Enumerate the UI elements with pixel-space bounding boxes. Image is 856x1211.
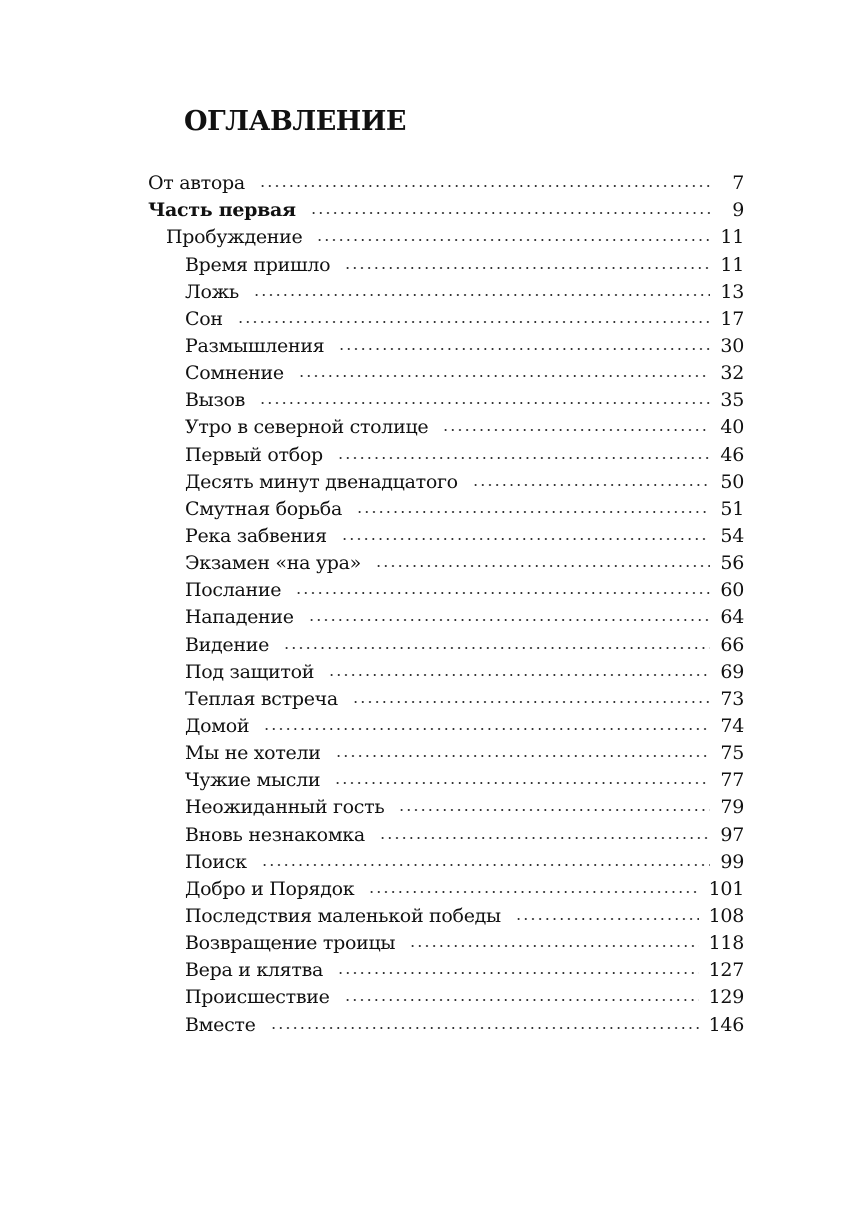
- toc-entry: [148, 685, 744, 712]
- toc-entry: [148, 305, 744, 332]
- toc-entry: [148, 196, 744, 223]
- toc-entry-page-number: 35: [720, 389, 744, 412]
- toc-entry-title: Домой: [185, 714, 250, 737]
- toc-entry: [148, 793, 744, 820]
- table-of-contents: [148, 169, 744, 1038]
- toc-entry: [148, 386, 744, 413]
- toc-entry-title: Вместе: [185, 1013, 256, 1036]
- dot-leader: [379, 835, 710, 841]
- toc-entry-page-number: 66: [720, 633, 744, 656]
- toc-entry-title: Послание: [185, 579, 282, 602]
- toc-entry: [148, 549, 744, 576]
- toc-entry-page-number: 9: [732, 199, 744, 222]
- toc-entry-page-number: 30: [720, 334, 744, 357]
- toc-entry-page-number: 73: [720, 687, 744, 710]
- dot-leader: [283, 645, 710, 651]
- dot-leader: [515, 916, 699, 922]
- toc-entry-page-number: 97: [720, 823, 744, 846]
- toc-entry-title: Река забвения: [185, 524, 327, 547]
- toc-entry-title: Вера и клятва: [185, 959, 324, 982]
- toc-entry: [148, 468, 744, 495]
- toc-entry-title: Смутная борьба: [185, 497, 342, 520]
- toc-entry-title: Сомнение: [185, 362, 284, 385]
- dot-leader: [337, 970, 699, 976]
- dot-leader: [352, 699, 710, 705]
- dot-leader: [259, 183, 710, 189]
- dot-leader: [295, 590, 710, 596]
- toc-entry: [148, 875, 744, 902]
- toc-entry-page-number: 46: [720, 443, 744, 466]
- toc-entry-title: Пробуждение: [166, 226, 303, 249]
- dot-leader: [298, 373, 710, 379]
- toc-entry-page-number: 118: [708, 932, 744, 955]
- toc-entry: [148, 630, 744, 657]
- dot-leader: [344, 997, 699, 1003]
- toc-entry: [148, 413, 744, 440]
- toc-entry-title: Вызов: [185, 389, 246, 412]
- dot-leader: [334, 780, 710, 786]
- dot-leader: [335, 753, 710, 759]
- toc-entry-title: Десять минут двенадцатого: [185, 470, 458, 493]
- toc-entry-page-number: 101: [708, 877, 744, 900]
- dot-leader: [328, 672, 710, 678]
- toc-entry-page-number: 99: [720, 850, 744, 873]
- toc-entry-page-number: 108: [708, 904, 744, 927]
- toc-entry: [148, 712, 744, 739]
- dot-leader: [409, 943, 698, 949]
- toc-entry-page-number: 50: [720, 470, 744, 493]
- toc-entry: [148, 739, 744, 766]
- dot-leader: [253, 292, 710, 298]
- toc-entry-title: Происшествие: [185, 986, 330, 1009]
- toc-entry: [148, 929, 744, 956]
- dot-leader: [442, 427, 710, 433]
- dot-leader: [337, 455, 710, 461]
- toc-entry-title: Неожиданный гость: [185, 796, 385, 819]
- toc-entry: [148, 250, 744, 277]
- page-title: ОГЛАВЛЕНИЕ: [184, 106, 406, 137]
- toc-entry-title: Вновь незнакомка: [185, 823, 365, 846]
- toc-entry-page-number: 40: [720, 416, 744, 439]
- toc-entry: [148, 820, 744, 847]
- dot-leader: [310, 210, 710, 216]
- toc-entry: [148, 359, 744, 386]
- toc-entry-title: Последствия маленькой победы: [185, 904, 501, 927]
- dot-leader: [341, 536, 710, 542]
- toc-entry: [148, 1010, 744, 1037]
- dot-leader: [368, 889, 698, 895]
- toc-entry-title: Ложь: [185, 280, 239, 303]
- toc-entry-title: Часть первая: [148, 199, 296, 222]
- toc-entry-title: Теплая встреча: [185, 687, 338, 710]
- toc-entry: [148, 983, 744, 1010]
- toc-entry: [148, 603, 744, 630]
- toc-entry: [148, 169, 744, 196]
- toc-entry-title: Нападение: [185, 606, 294, 629]
- dot-leader: [308, 617, 710, 623]
- toc-entry: [148, 440, 744, 467]
- toc-entry-title: Сон: [185, 307, 223, 330]
- toc-entry-page-number: 69: [720, 660, 744, 683]
- dot-leader: [472, 482, 710, 488]
- dot-leader: [338, 346, 710, 352]
- toc-entry-title: Возвращение троицы: [185, 932, 396, 955]
- toc-entry: [148, 766, 744, 793]
- toc-entry-title: Добро и Порядок: [185, 877, 355, 900]
- toc-entry: [148, 956, 744, 983]
- dot-leader: [259, 400, 710, 406]
- dot-leader: [398, 807, 710, 813]
- toc-entry-page-number: 54: [720, 524, 744, 547]
- toc-entry-page-number: 74: [720, 714, 744, 737]
- dot-leader: [270, 1025, 699, 1031]
- toc-entry-title: Экзамен «на ура»: [185, 552, 361, 575]
- toc-entry-title: Мы не хотели: [185, 742, 321, 765]
- toc-entry: [148, 495, 744, 522]
- toc-entry-page-number: 77: [720, 769, 744, 792]
- toc-entry: [148, 576, 744, 603]
- toc-entry-title: От автора: [148, 172, 245, 195]
- toc-entry: [148, 522, 744, 549]
- toc-entry-title: Размышления: [185, 334, 325, 357]
- toc-entry-page-number: 60: [720, 579, 744, 602]
- toc-entry-title: Под защитой: [185, 660, 315, 683]
- toc-entry-page-number: 11: [720, 253, 744, 276]
- dot-leader: [261, 862, 710, 868]
- toc-entry: [148, 658, 744, 685]
- toc-entry-title: Видение: [185, 633, 270, 656]
- toc-entry-page-number: 7: [732, 172, 744, 195]
- toc-entry-page-number: 75: [720, 742, 744, 765]
- toc-entry-page-number: 51: [720, 497, 744, 520]
- toc-entry: [148, 278, 744, 305]
- toc-entry: [148, 223, 744, 250]
- toc-entry-page-number: 127: [708, 959, 744, 982]
- toc-entry-page-number: 146: [708, 1013, 744, 1036]
- toc-entry-page-number: 11: [720, 226, 744, 249]
- toc-entry-page-number: 79: [720, 796, 744, 819]
- toc-entry-title: Поиск: [185, 850, 247, 873]
- dot-leader: [344, 265, 710, 271]
- toc-entry-title: Время пришло: [185, 253, 331, 276]
- toc-entry-page-number: 64: [720, 606, 744, 629]
- toc-entry-page-number: 56: [720, 552, 744, 575]
- toc-entry-page-number: 32: [720, 362, 744, 385]
- dot-leader: [237, 319, 710, 325]
- toc-entry: [148, 332, 744, 359]
- dot-leader: [263, 726, 710, 732]
- toc-entry-page-number: 129: [708, 986, 744, 1009]
- toc-entry-title: Чужие мысли: [185, 769, 321, 792]
- toc-entry-title: Первый отбор: [185, 443, 323, 466]
- dot-leader: [316, 237, 710, 243]
- toc-entry: [148, 848, 744, 875]
- dot-leader: [356, 509, 710, 515]
- toc-entry: [148, 902, 744, 929]
- toc-entry-page-number: 13: [720, 280, 744, 303]
- toc-entry-title: Утро в северной столице: [185, 416, 429, 439]
- dot-leader: [375, 563, 710, 569]
- toc-entry-page-number: 17: [720, 307, 744, 330]
